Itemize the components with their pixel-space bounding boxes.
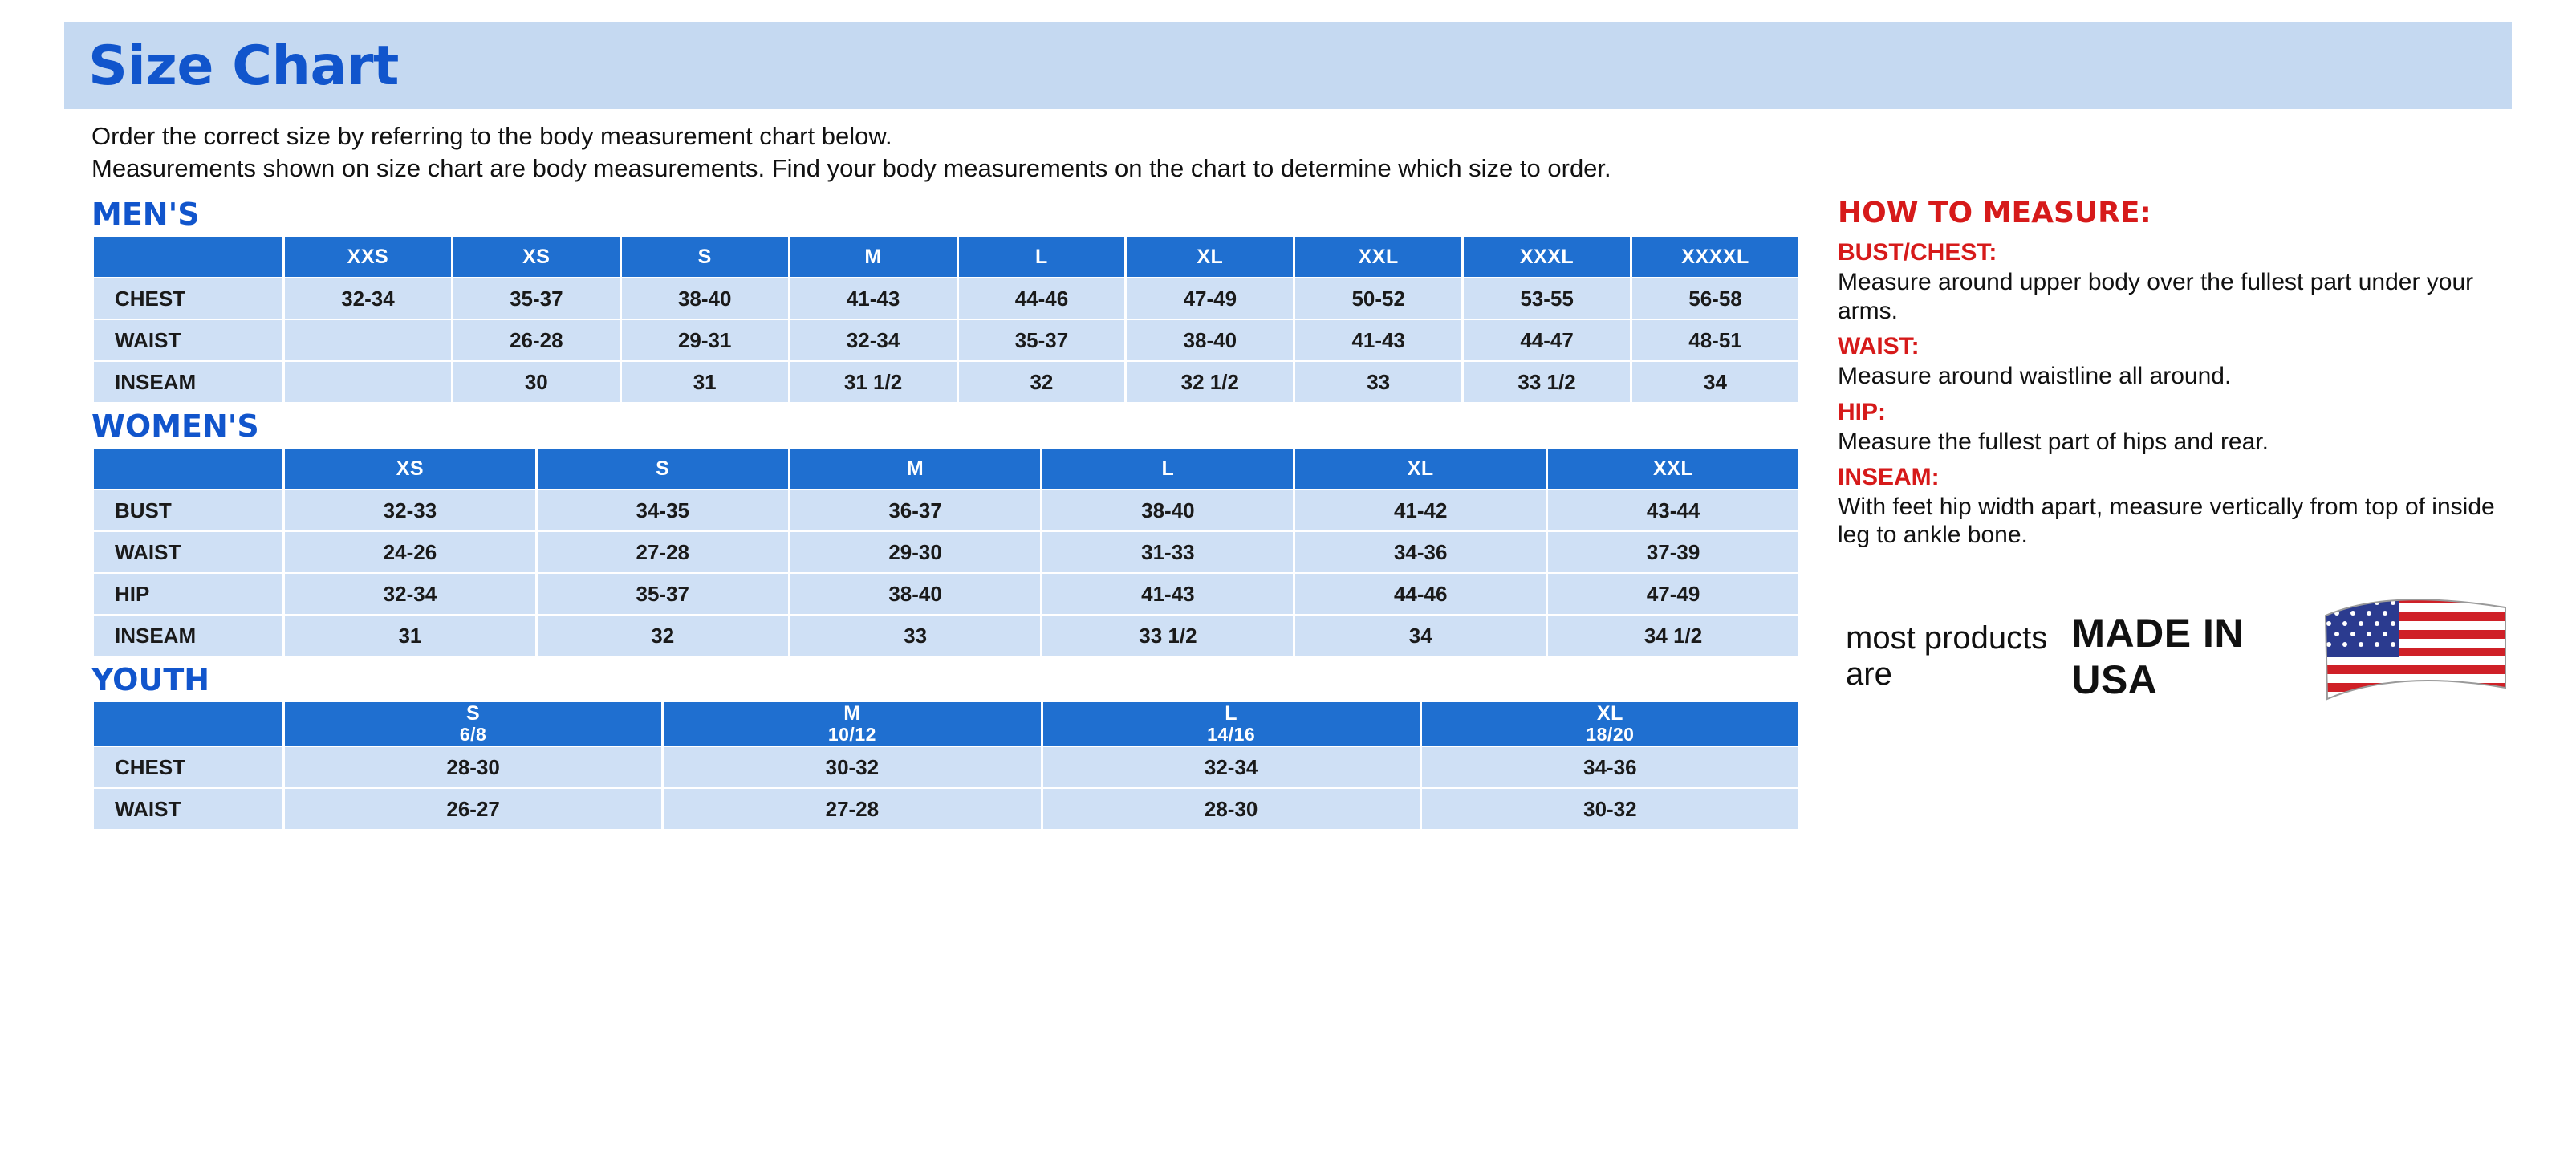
womens-inseam-xs: 31: [285, 616, 535, 656]
mens-waist-l: 35-37: [959, 320, 1125, 360]
womens-section-title: WOMEN'S: [91, 408, 259, 445]
mens-waist-xxxxl: 48-51: [1632, 320, 1798, 360]
youth-chest-xl: 34-36: [1422, 747, 1798, 787]
womens-inseam-xxl: 34 1/2: [1548, 616, 1798, 656]
page-banner: [64, 22, 2512, 109]
table-row: [94, 574, 1798, 614]
table-row: [94, 747, 1798, 787]
mens-col-xxxl: XXXL: [1464, 237, 1630, 277]
womens-col-s: S: [538, 449, 788, 489]
youth-col-xl-ages: 18/20: [1586, 724, 1635, 746]
table-row: [94, 789, 1798, 829]
mens-col-m: M: [790, 237, 957, 277]
mens-size-table: [91, 235, 1801, 404]
mens-chest-l: 44-46: [959, 278, 1125, 319]
measure-text-waist: Measure around waistline all around.: [1838, 363, 2232, 390]
measure-text-hip: Measure the fullest part of hips and rear.: [1838, 428, 2269, 455]
mens-waist-m: 32-34: [790, 320, 957, 360]
youth-col-blank: [94, 702, 282, 746]
youth-col-l-size: L: [1225, 702, 1238, 725]
youth-size-table: [91, 701, 1801, 831]
mens-chest-xxl: 50-52: [1295, 278, 1461, 319]
mens-chest-xxs: 32-34: [285, 278, 451, 319]
womens-bust-xxl: 43-44: [1548, 490, 1798, 530]
womens-bust-m: 36-37: [790, 490, 1041, 530]
how-to-measure-title: HOW TO MEASURE:: [1838, 197, 2151, 230]
youth-col-s-ages: 6/8: [459, 724, 487, 746]
womens-bust-xl: 41-42: [1295, 490, 1546, 530]
measure-label-inseam: INSEAM:: [1838, 463, 1940, 490]
table-header-row: [94, 702, 1798, 746]
made-in-usa-emphasis: MADE IN USA: [2071, 611, 2244, 703]
womens-hip-xl: 44-46: [1295, 574, 1546, 614]
womens-waist-xxl: 37-39: [1548, 532, 1798, 572]
measure-text-inseam: With feet hip width apart, measure vertically from top of inside leg to ankle bone.: [1838, 493, 2495, 549]
mens-section-title: MEN'S: [91, 197, 200, 233]
intro-line-1: Order the correct size by referring to the body measurement chart below.: [91, 122, 892, 150]
womens-row-label-hip: HIP: [94, 574, 282, 614]
youth-col-xl-size: XL: [1596, 702, 1623, 725]
womens-bust-xs: 32-33: [285, 490, 535, 530]
mens-row-label-waist: WAIST: [94, 320, 282, 360]
mens-chest-xl: 47-49: [1127, 278, 1293, 319]
mens-inseam-xxxl: 33 1/2: [1464, 362, 1630, 402]
womens-row-label-inseam: INSEAM: [94, 616, 282, 656]
table-header-row: [94, 449, 1798, 489]
youth-chest-s: 28-30: [285, 747, 661, 787]
womens-col-blank: [94, 449, 282, 489]
table-row: [94, 616, 1798, 656]
mens-inseam-s: 31: [622, 362, 788, 402]
mens-waist-xxxl: 44-47: [1464, 320, 1630, 360]
youth-row-label-chest: CHEST: [94, 747, 282, 787]
womens-col-m: M: [790, 449, 1041, 489]
mens-inseam-l: 32: [959, 362, 1125, 402]
womens-bust-s: 34-35: [538, 490, 788, 530]
youth-col-m-ages: 10/12: [827, 724, 876, 746]
mens-row-label-chest: CHEST: [94, 278, 282, 319]
womens-waist-m: 29-30: [790, 532, 1041, 572]
youth-col-l: [1043, 702, 1420, 746]
youth-col-l-ages: 14/16: [1207, 724, 1256, 746]
measure-label-waist: WAIST:: [1838, 333, 1920, 360]
intro-line-2: Measurements shown on size chart are body measurements. Find your body measurements on the chart to determine which size to order.: [91, 153, 1611, 182]
womens-inseam-xl: 34: [1295, 616, 1546, 656]
mens-waist-xxs: [285, 320, 451, 360]
mens-col-xxl: XXL: [1295, 237, 1461, 277]
youth-waist-m: 27-28: [664, 789, 1040, 829]
womens-hip-l: 41-43: [1042, 574, 1293, 614]
mens-col-xl: XL: [1127, 237, 1293, 277]
mens-waist-xs: 26-28: [453, 320, 620, 360]
youth-col-m: [664, 702, 1040, 746]
mens-chest-xxxl: 53-55: [1464, 278, 1630, 319]
mens-waist-xxl: 41-43: [1295, 320, 1461, 360]
womens-waist-s: 27-28: [538, 532, 788, 572]
womens-bust-l: 38-40: [1042, 490, 1293, 530]
size-chart-page: [0, 22, 2576, 1154]
mens-inseam-xs: 30: [453, 362, 620, 402]
mens-row-label-inseam: INSEAM: [94, 362, 282, 402]
mens-inseam-xxxxl: 34: [1632, 362, 1798, 402]
how-to-measure-column: [1806, 192, 2512, 718]
mens-col-xxxxl: XXXXL: [1632, 237, 1798, 277]
youth-chest-l: 32-34: [1043, 747, 1420, 787]
mens-inseam-xxs: [285, 362, 451, 402]
mens-chest-xs: 35-37: [453, 278, 620, 319]
womens-waist-xl: 34-36: [1295, 532, 1546, 572]
measure-text-bust-chest: Measure around upper body over the fullest part under your arms.: [1838, 269, 2474, 324]
mens-col-blank: [94, 237, 282, 277]
youth-waist-l: 28-30: [1043, 789, 1420, 829]
measure-label-bust-chest: BUST/CHEST:: [1838, 239, 1997, 266]
mens-waist-s: 29-31: [622, 320, 788, 360]
youth-section-title: YOUTH: [91, 662, 210, 698]
table-header-row: [94, 237, 1798, 277]
womens-waist-l: 31-33: [1042, 532, 1293, 572]
content-area: [64, 192, 2512, 831]
youth-col-xl: [1422, 702, 1798, 746]
table-row: [94, 320, 1798, 360]
youth-col-s: [285, 702, 661, 746]
tables-column: [64, 192, 1806, 831]
mens-col-s: S: [622, 237, 788, 277]
womens-col-xs: XS: [285, 449, 535, 489]
womens-row-label-bust: BUST: [94, 490, 282, 530]
mens-col-xs: XS: [453, 237, 620, 277]
youth-chest-m: 30-32: [664, 747, 1040, 787]
womens-hip-xxl: 47-49: [1548, 574, 1798, 614]
mens-inseam-m: 31 1/2: [790, 362, 957, 402]
table-row: [94, 362, 1798, 402]
table-row: [94, 278, 1798, 319]
womens-hip-xs: 32-34: [285, 574, 535, 614]
mens-chest-xxxxl: 56-58: [1632, 278, 1798, 319]
womens-waist-xs: 24-26: [285, 532, 535, 572]
mens-waist-xl: 38-40: [1127, 320, 1293, 360]
womens-inseam-l: 33 1/2: [1042, 616, 1293, 656]
womens-inseam-m: 33: [790, 616, 1041, 656]
womens-hip-s: 35-37: [538, 574, 788, 614]
mens-col-xxs: XXS: [285, 237, 451, 277]
womens-hip-m: 38-40: [790, 574, 1041, 614]
mens-chest-s: 38-40: [622, 278, 788, 319]
made-in-usa-prefix: most products are: [1846, 620, 2048, 693]
table-row: [94, 490, 1798, 530]
womens-size-table: [91, 447, 1801, 657]
mens-chest-m: 41-43: [790, 278, 957, 319]
youth-col-m-size: M: [843, 702, 861, 725]
made-in-usa-row: [1838, 595, 2512, 719]
womens-col-xl: XL: [1295, 449, 1546, 489]
youth-waist-xl: 30-32: [1422, 789, 1798, 829]
womens-col-l: L: [1042, 449, 1293, 489]
mens-inseam-xxl: 33: [1295, 362, 1461, 402]
mens-inseam-xl: 32 1/2: [1127, 362, 1293, 402]
youth-waist-s: 26-27: [285, 789, 661, 829]
womens-row-label-waist: WAIST: [94, 532, 282, 572]
mens-col-l: L: [959, 237, 1125, 277]
intro-text: [64, 120, 2512, 184]
table-row: [94, 532, 1798, 572]
womens-inseam-s: 32: [538, 616, 788, 656]
measure-label-hip: HIP:: [1838, 398, 1886, 425]
page-title: Size Chart: [88, 34, 399, 98]
youth-col-s-size: S: [466, 702, 481, 725]
usa-flag-icon: [2319, 595, 2512, 719]
womens-col-xxl: XXL: [1548, 449, 1798, 489]
youth-row-label-waist: WAIST: [94, 789, 282, 829]
